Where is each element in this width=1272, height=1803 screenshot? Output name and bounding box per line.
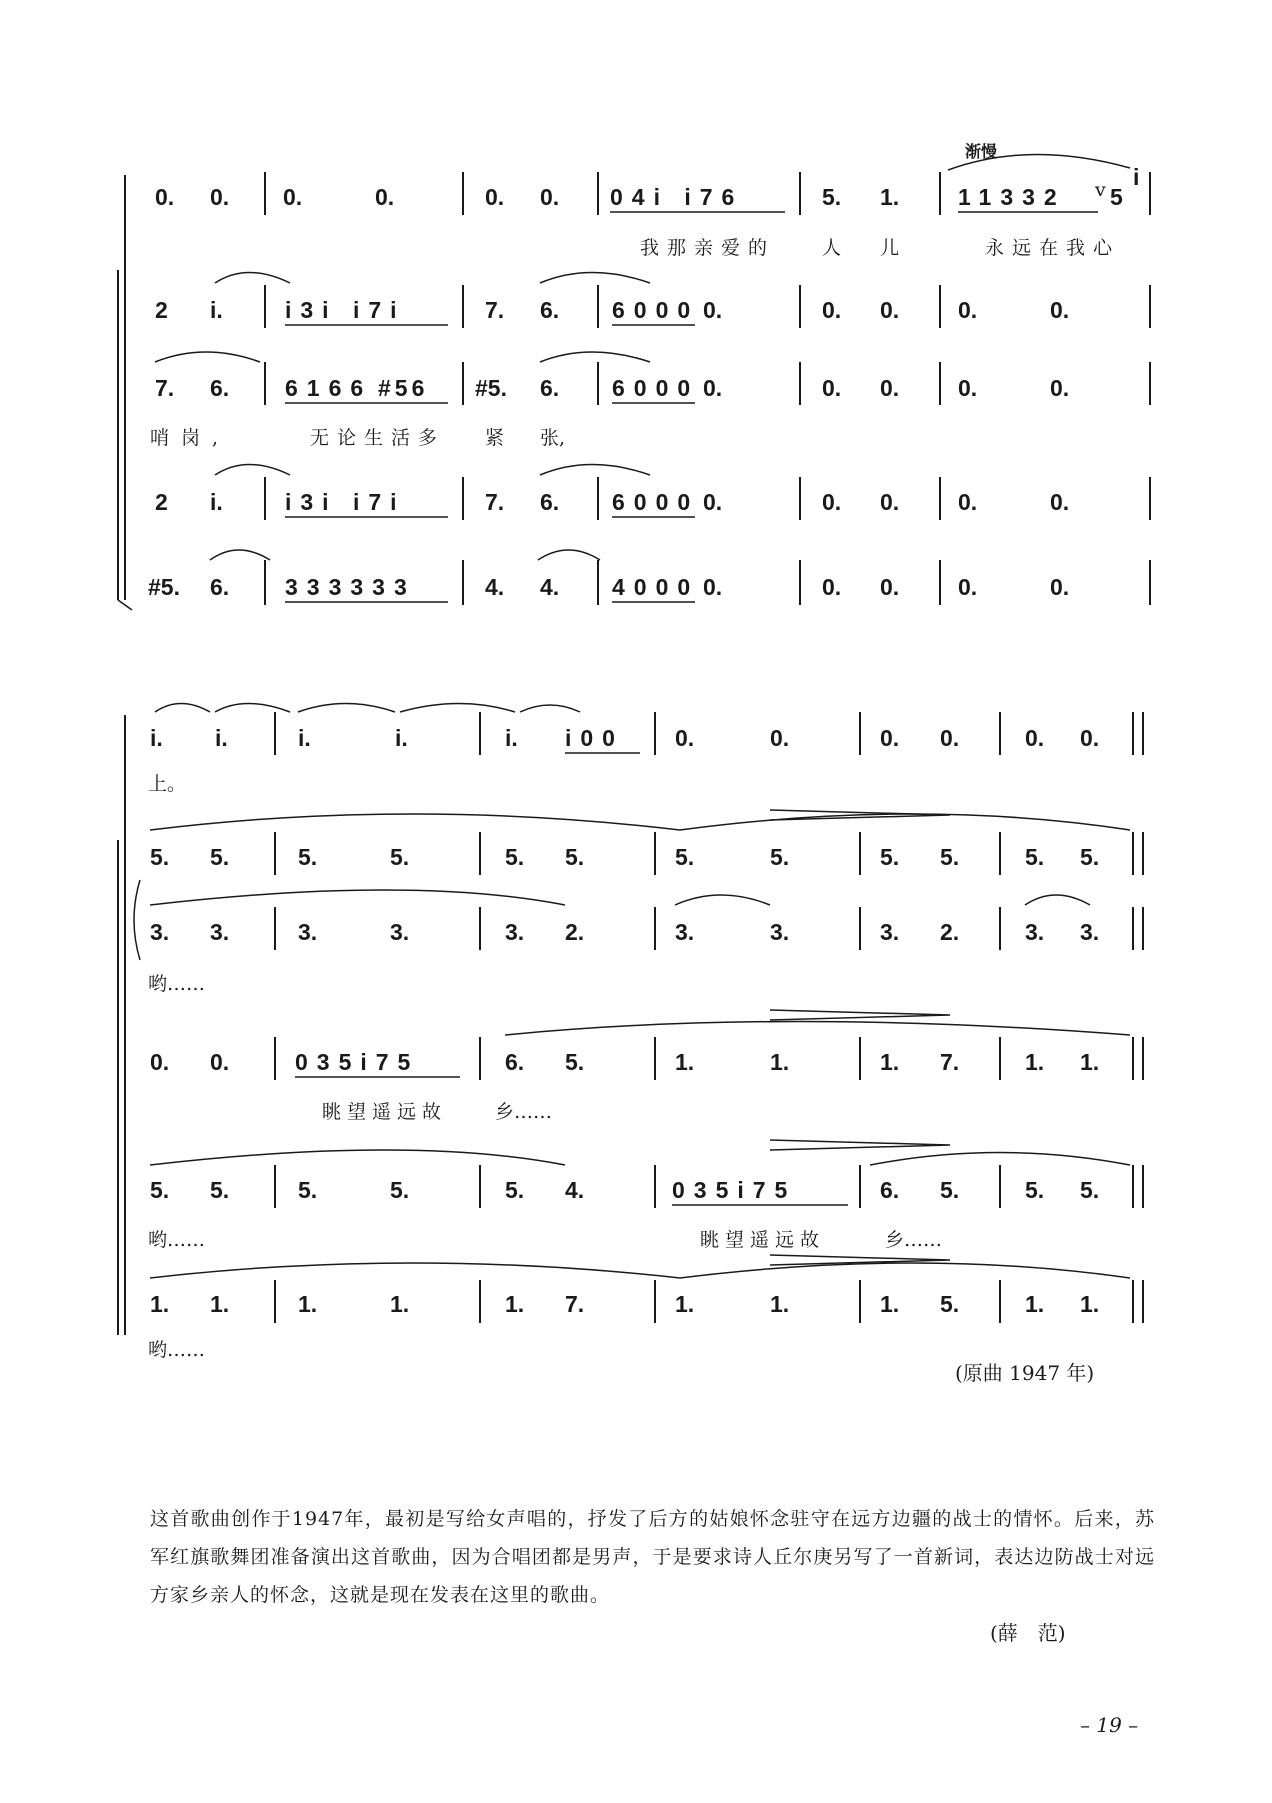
note: 0. — [210, 184, 230, 210]
note: 3. — [1025, 919, 1045, 945]
lyric: 哟…… — [148, 973, 206, 995]
note: 4. — [565, 1177, 585, 1203]
note: 5. — [298, 844, 318, 870]
note: 0. — [150, 1049, 170, 1075]
note: 0. — [540, 184, 560, 210]
note: 4. — [540, 574, 560, 600]
note: 1. — [1025, 1291, 1045, 1317]
system1-lyrics2 — [150, 427, 565, 449]
note: 5. — [822, 184, 842, 210]
note: 1. — [150, 1291, 170, 1317]
note: 0. — [822, 574, 842, 600]
note: 0. — [940, 725, 960, 751]
note: 3. — [390, 919, 410, 945]
lyric: 乡…… — [495, 1101, 553, 1123]
note: 1. — [770, 1291, 790, 1317]
system1-lyrics1 — [640, 237, 1120, 259]
system2-row4 — [150, 1010, 1143, 1080]
note: 0. — [1080, 725, 1100, 751]
note-group: 035i75 — [295, 1049, 420, 1075]
note: 3. — [1080, 919, 1100, 945]
lyric: 紧 — [485, 427, 505, 449]
note: 5. — [150, 1177, 170, 1203]
note: i. — [395, 725, 408, 751]
note: 0. — [1050, 574, 1070, 600]
note: 6. — [540, 375, 560, 401]
note: 0. — [1050, 489, 1070, 515]
note: 6. — [505, 1049, 525, 1075]
note-group: 04i i76 — [610, 184, 744, 210]
note: 3. — [298, 919, 318, 945]
note: 1. — [505, 1291, 525, 1317]
note: 5. — [505, 844, 525, 870]
note: 0. — [880, 489, 900, 515]
note: 5. — [675, 844, 695, 870]
note: 0. — [958, 297, 978, 323]
note: 5. — [880, 844, 900, 870]
note: 5. — [770, 844, 790, 870]
note: 3. — [210, 919, 230, 945]
note: 2 — [155, 489, 168, 515]
system2-row6 — [150, 1255, 1143, 1323]
note-group: 6000 — [612, 297, 700, 323]
note: 2. — [565, 919, 585, 945]
lyric: 哟…… — [148, 1339, 206, 1361]
note: 5. — [565, 1049, 585, 1075]
note: 3. — [770, 919, 790, 945]
lyric: 哟…… — [148, 1229, 206, 1251]
note: 6. — [880, 1177, 900, 1203]
svg-text:v: v — [1095, 179, 1106, 201]
original-credit: (原曲 1947 年) — [955, 1361, 1095, 1385]
note: 5. — [1025, 844, 1045, 870]
note: 1. — [298, 1291, 318, 1317]
note: 2 — [155, 297, 168, 323]
system1-row2 — [155, 273, 1150, 329]
note: #5. — [475, 375, 507, 401]
note: 5 — [1110, 184, 1123, 210]
author-credit: (薛 范) — [990, 1621, 1066, 1645]
note: 0. — [822, 297, 842, 323]
note: 7. — [485, 297, 505, 323]
lyric: 人 — [822, 237, 842, 259]
note: 2. — [940, 919, 960, 945]
note: 0. — [880, 375, 900, 401]
note-group: i3i i7i — [285, 297, 406, 323]
lyric: 无论生活多 — [310, 427, 446, 449]
explanatory-note: 这首歌曲创作于1947年，最初是写给女声唱的，抒发了后方的姑娘怀念驻守在远方边疆的战士的情怀。后来，苏军红旗歌舞团准备演出这首歌曲，因为合唱团都是男声，于是要求诗人丘尔庚另写了一首新词，表达边防战士对远方家乡亲人的怀念，这就是现在发表在这里的歌曲。 — [150, 1508, 1155, 1606]
note: 0. — [770, 725, 790, 751]
note: 5. — [940, 1177, 960, 1203]
note: 6. — [210, 375, 230, 401]
note: i. — [150, 725, 163, 751]
note-group: 11332 — [958, 184, 1066, 210]
note: 0. — [703, 489, 723, 515]
note: 5. — [210, 844, 230, 870]
note: 5. — [390, 844, 410, 870]
note: 0. — [822, 489, 842, 515]
note: 0. — [1050, 297, 1070, 323]
note: 5. — [298, 1177, 318, 1203]
note: 7. — [155, 375, 175, 401]
note: 1. — [1025, 1049, 1045, 1075]
tempo-mark: 渐慢 — [965, 142, 998, 161]
lyric: 哨岗, — [150, 427, 231, 449]
note: 1. — [390, 1291, 410, 1317]
note: 6. — [540, 489, 560, 515]
note: i. — [298, 725, 311, 751]
note: 1. — [675, 1049, 695, 1075]
note: 6. — [210, 574, 230, 600]
note: 5. — [1025, 1177, 1045, 1203]
lyric: 张, — [540, 427, 566, 449]
system2-lyrics4 — [322, 1101, 552, 1123]
note: 3. — [880, 919, 900, 945]
system2-row2 — [150, 810, 1143, 875]
note: 1. — [770, 1049, 790, 1075]
note: 0. — [958, 489, 978, 515]
note: 5. — [940, 844, 960, 870]
note: 3. — [150, 919, 170, 945]
note: 5. — [1080, 1177, 1100, 1203]
note: 3. — [505, 919, 525, 945]
note: 0. — [880, 297, 900, 323]
note: 1. — [880, 1291, 900, 1317]
note: 0. — [958, 375, 978, 401]
note: 4. — [485, 574, 505, 600]
note: 5. — [1080, 844, 1100, 870]
note: 0. — [485, 184, 505, 210]
note-group: 333333 — [285, 574, 416, 600]
system1-row4 — [155, 465, 1150, 521]
note-group: i00 — [565, 725, 624, 751]
lyric: 儿 — [880, 237, 900, 259]
note: 0. — [375, 184, 395, 210]
lyric: 我那亲爱的 — [640, 237, 776, 259]
note: 1. — [880, 184, 900, 210]
note: 0. — [880, 574, 900, 600]
note: i. — [505, 725, 518, 751]
note: 0. — [703, 574, 723, 600]
note-group: #56 — [378, 375, 429, 401]
note-group: 6000 — [612, 489, 700, 515]
note: 0. — [703, 297, 723, 323]
note: 1. — [210, 1291, 230, 1317]
note: i. — [210, 297, 223, 323]
note: 0. — [675, 725, 695, 751]
note: 7. — [485, 489, 505, 515]
lyric: 永远在我心 — [985, 237, 1121, 259]
note: i. — [215, 725, 228, 751]
lyric: 上。 — [148, 773, 187, 795]
note-group: 035i75 — [672, 1177, 797, 1203]
note: #5. — [148, 574, 180, 600]
note: 0. — [958, 574, 978, 600]
note: 0. — [703, 375, 723, 401]
lyric: 眺望遥远故 — [322, 1101, 448, 1123]
note: 1. — [880, 1049, 900, 1075]
note-group: i3i i7i — [285, 489, 406, 515]
system2-lyrics5 — [148, 1229, 942, 1251]
note: 1. — [1080, 1291, 1100, 1317]
lyric: 眺望遥远故 — [700, 1229, 826, 1251]
note-group: 4000 — [612, 574, 700, 600]
note-group: 6166 — [285, 375, 373, 401]
note: 0. — [1025, 725, 1045, 751]
note: 0. — [1050, 375, 1070, 401]
page-number: – 19 – — [1080, 1713, 1139, 1737]
note: 7. — [565, 1291, 585, 1317]
system2-row1 — [150, 704, 1143, 756]
note: i. — [210, 489, 223, 515]
note: 1. — [675, 1291, 695, 1317]
note: 3. — [675, 919, 695, 945]
system1-row5 — [148, 550, 1150, 605]
note-group: 6000 — [612, 375, 700, 401]
note: 0. — [155, 184, 175, 210]
note: 5. — [210, 1177, 230, 1203]
note: 0. — [283, 184, 303, 210]
note: 5. — [390, 1177, 410, 1203]
system2-row5 — [150, 1140, 1143, 1208]
note: 0. — [880, 725, 900, 751]
lyric: 乡…… — [885, 1229, 943, 1251]
note: 5. — [505, 1177, 525, 1203]
note: 1. — [1080, 1049, 1100, 1075]
note: 5. — [150, 844, 170, 870]
note: i — [1133, 164, 1140, 190]
note: 5. — [940, 1291, 960, 1317]
note: 7. — [940, 1049, 960, 1075]
system1-row3 — [155, 352, 1150, 405]
note: 0. — [210, 1049, 230, 1075]
note: 0. — [822, 375, 842, 401]
note: 5. — [565, 844, 585, 870]
system2-row3 — [150, 890, 1143, 950]
note: 6. — [540, 297, 560, 323]
